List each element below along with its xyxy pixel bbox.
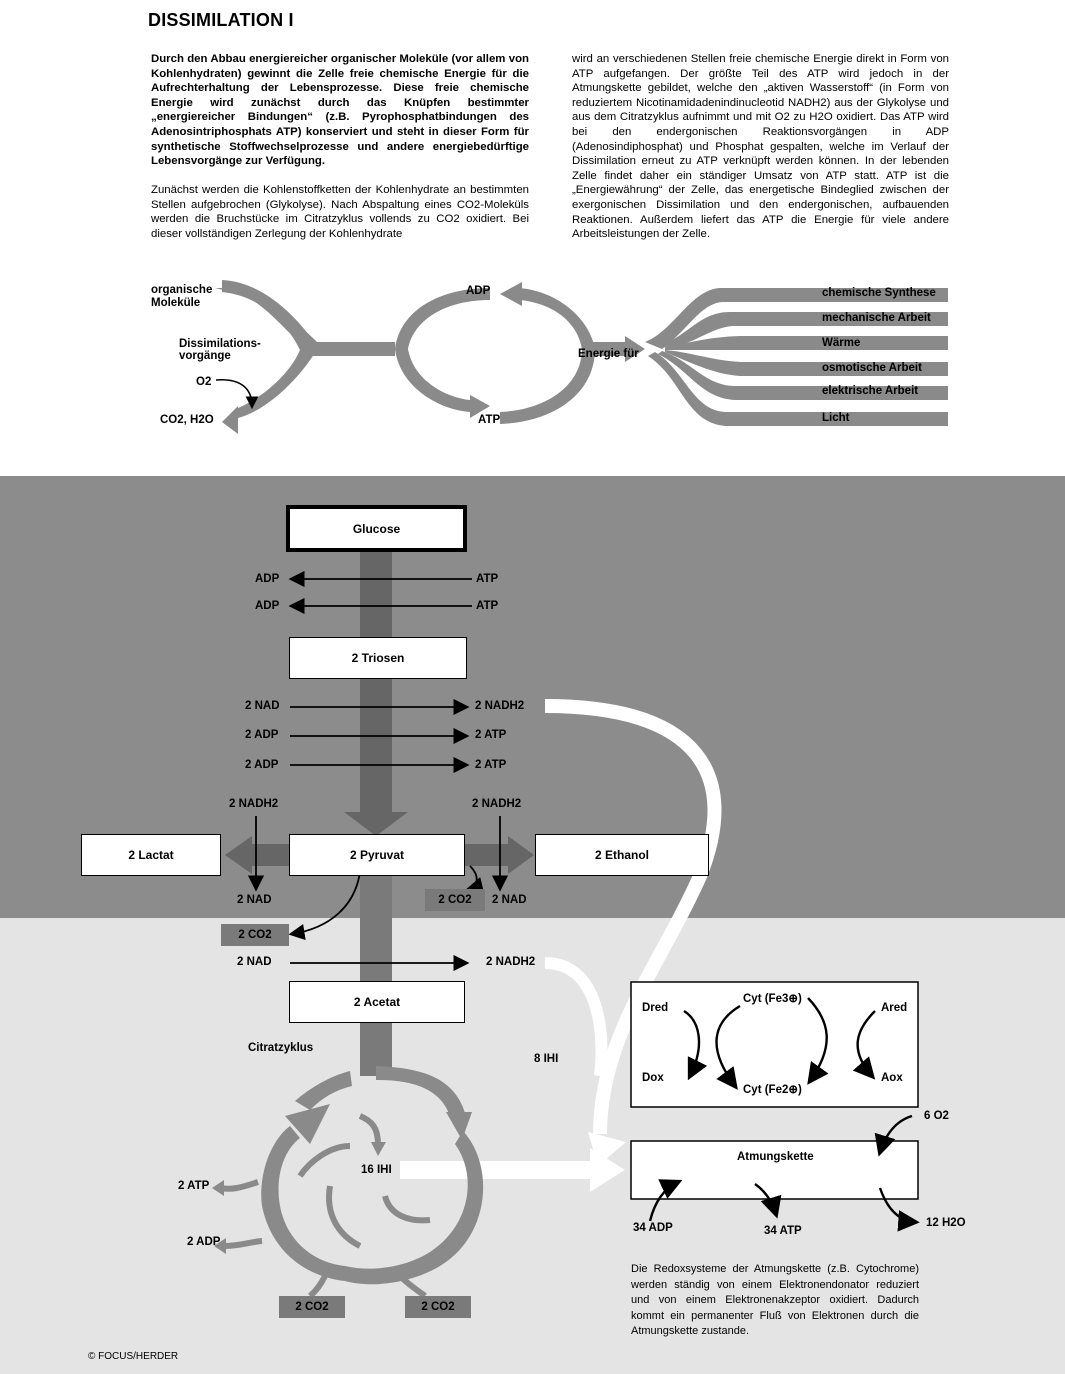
overview-atp-label: ATP: [478, 414, 501, 426]
adp-label-2: ADP: [255, 600, 280, 612]
use-label-3: osmotische Arbeit: [822, 362, 922, 374]
overview-o2-label: O2: [196, 376, 212, 388]
pathway-diagram: [0, 476, 1065, 1374]
nadh2-label-1: 2 NADH2: [475, 700, 525, 712]
co2-box-cycle-1: 2 CO2: [279, 1296, 345, 1318]
use-label-2: Wärme: [822, 337, 861, 349]
ethanol-box: 2 Ethanol: [535, 834, 709, 876]
nad-label-lactat: 2 NAD: [237, 894, 272, 906]
overview-co2h2o-label: CO2, H2O: [160, 414, 214, 426]
atp-adp-loop: [395, 288, 490, 349]
intro-left-normal: Zunächst werden die Kohlenstoffketten der Kohlenhydrate an bestimmten Stellen aufgebrochen (Glykolyse). Nach Abspaltung eines CO2-Moleküls werden die Bruchstücke im Citratzyklus vollends zu CO2 oxidiert. Bei dieser vollständigen Zerlegung der Kohlenhydrate: [151, 184, 529, 240]
adp2-label-1: 2 ADP: [245, 729, 279, 741]
adp34-label: 34 ADP: [633, 1222, 673, 1234]
page-title: DISSIMILATION I: [148, 10, 294, 30]
lactat-box: 2 Lactat: [81, 834, 221, 876]
nad-label-acetat: 2 NAD: [237, 956, 272, 968]
intro-left-bold: Durch den Abbau energiereicher organischer Moleküle (vor allem von Kohlenhydraten) gewinnt die Zelle freie chemische Energie für die Aufrechterhaltung der Lebensprozesse. Diese freie chemische Energie wird zunächst durch das Knüpfen bestimmter „energiereicher Bindungen“ (z.B. Pyrophosphatbindungen des Adenosintriphosphats ATP) konserviert und steht in dieser Form für synthetische Stoffwechselprozesse und andere energiebedürftige Lebensvorgänge zur Verfügung.: [151, 53, 529, 168]
h2o12-label: 12 H2O: [926, 1217, 966, 1229]
use-label-4: elektrische Arbeit: [822, 385, 919, 397]
atp2-label-1: 2 ATP: [475, 729, 507, 741]
nadh2-label-ethanol: 2 NADH2: [472, 798, 522, 810]
nadh2-label-acetat: 2 NADH2: [486, 956, 536, 968]
co2-box-ethanol: 2 CO2: [425, 889, 485, 911]
co2-box-cycle-2: 2 CO2: [405, 1296, 471, 1318]
atp2-label-2: 2 ATP: [475, 759, 507, 771]
overview-organic-label: organische Moleküle: [151, 284, 213, 309]
acetat-box: 2 Acetat: [289, 981, 465, 1023]
glucose-box: Glucose: [286, 505, 467, 552]
nad-label-ethanol: 2 NAD: [492, 894, 527, 906]
atp2-label-cycle: 2 ATP: [178, 1180, 210, 1192]
atmungskette-label: Atmungskette: [737, 1151, 814, 1163]
ared-label: Ared: [881, 1002, 908, 1014]
use-label-0: chemische Synthese: [822, 287, 936, 299]
overview-adp-label: ADP: [466, 285, 491, 297]
nad-label-1: 2 NAD: [245, 700, 280, 712]
dox-label: Dox: [642, 1072, 664, 1084]
citric-cycle-ring: [376, 1066, 466, 1116]
aox-label: Aox: [881, 1072, 903, 1084]
overview-dissim-label: Dissimilations- vorgänge: [179, 338, 261, 362]
adp2-label-cycle: 2 ADP: [187, 1236, 221, 1248]
cyt2-label: Cyt (Fe2⊕): [743, 1084, 802, 1096]
h8-label: 8 IHI: [534, 1053, 559, 1065]
adp2-label-2: 2 ADP: [245, 759, 279, 771]
copyright: © FOCUS/HERDER: [88, 1351, 179, 1362]
o2-6-label: 6 O2: [924, 1110, 949, 1122]
pathway-column-top: [360, 546, 392, 816]
nadh2-label-lactat: 2 NADH2: [229, 798, 279, 810]
atp-label-1: ATP: [476, 573, 499, 585]
citratzyklus-label: Citratzyklus: [248, 1042, 314, 1054]
cyt3-label: Cyt (Fe3⊕): [743, 993, 802, 1005]
use-label-5: Licht: [822, 412, 850, 424]
adp-label-1: ADP: [255, 573, 280, 585]
pyruvat-box: 2 Pyruvat: [289, 834, 465, 876]
atmungskette-box: [631, 1141, 918, 1199]
dred-label: Dred: [642, 1002, 669, 1014]
intro-right: wird an verschiedenen Stellen freie chemische Energie direkt in Form von ATP aufgefangen. Der größte Teil des ATP wird jedoch in der Atmungskette gebildet, welche den „aktiven Wasserstoff“ (in Form von reduziertem Nicotinamidadenindinucleotid NADH2) aus der Glykolyse und aus dem Citratzyklus aufnimmt und mit O2 zu H2O oxidiert. Das ATP wird bei den endergonischen Reaktionsvorgängen in ADP (Adenosindiphosphat) und Phosphat gespalten, welche im Verlauf der Dissimilation erneut zu ATP verknüpft werden können. In der lebenden Zelle findet daher ein ständiger Umsatz von ATP statt. ATP ist die „Energiewährung“ der Zelle, das energetische Bindeglied zwischen der exergonischen Dissimilation und den endergonischen, aufbauenden Reaktionen. Außerdem liefert das ATP die Energie für viele andere Arbeitsleistungen der Zelle.: [572, 53, 949, 241]
co2-box-pyruvat: 2 CO2: [221, 924, 289, 946]
h16-label: 16 IHI: [361, 1164, 392, 1176]
use-label-1: mechanische Arbeit: [822, 312, 931, 324]
atp-label-2: ATP: [476, 600, 499, 612]
triosen-box: 2 Triosen: [289, 637, 467, 679]
respiration-caption: Die Redoxsysteme der Atmungskette (z.B. Cytochrome) werden ständig von einem Elektronendonator reduziert und von einem Elektronenakzeptor oxidiert. Dadurch kommt ein permanenter Fluß von Elektronen durch die Atmungskette zustande.: [631, 1263, 919, 1337]
atp34-label: 34 ATP: [764, 1225, 802, 1237]
overview-energie-label: Energie für: [578, 348, 639, 360]
